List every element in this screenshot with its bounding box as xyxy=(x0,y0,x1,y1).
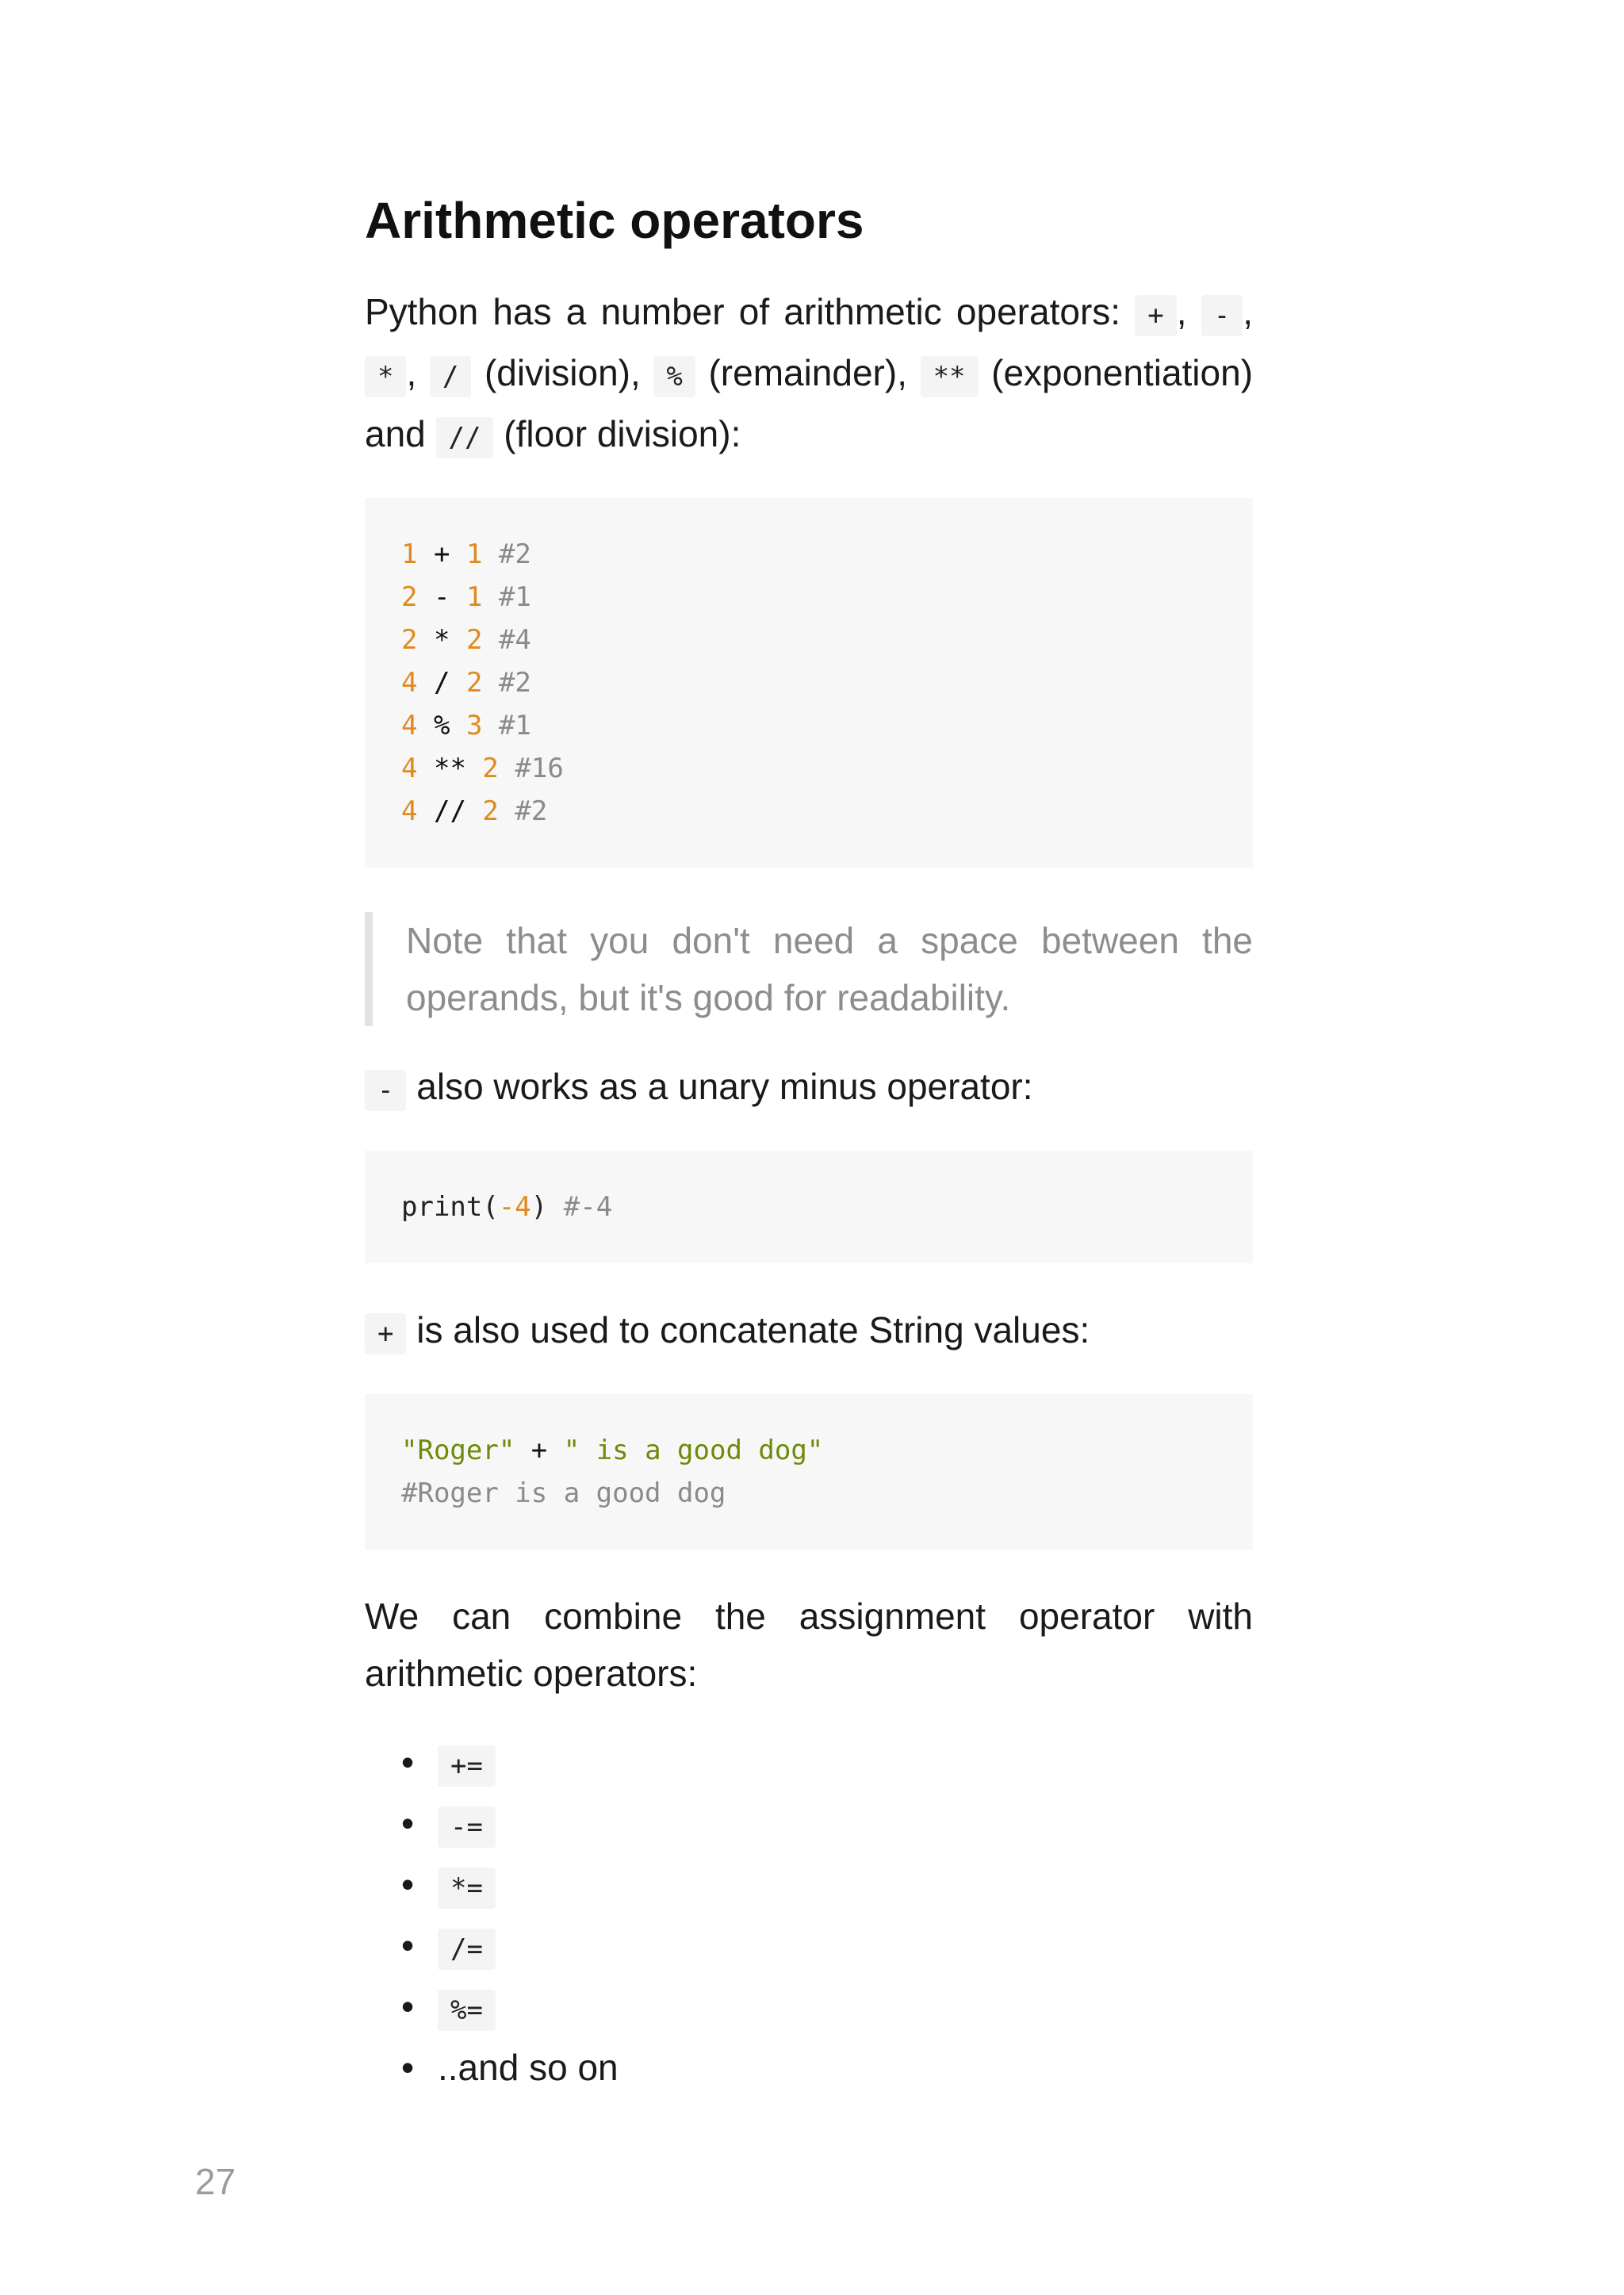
note-blockquote: Note that you don't need a space between the operands, but it's good for readability. xyxy=(365,912,1253,1026)
list-item: • *= xyxy=(365,1856,1253,1917)
list-item: • %= xyxy=(365,1978,1253,2039)
section-heading: Arithmetic operators xyxy=(365,192,864,249)
code-line: 2 * 2 #4 xyxy=(401,623,531,656)
page-number: 27 xyxy=(195,2161,236,2202)
code-line: 4 ** 2 #16 xyxy=(401,752,564,784)
code-line: 4 / 2 #2 xyxy=(401,666,531,699)
code-modulo: % xyxy=(653,356,695,397)
code-floor-div: // xyxy=(436,417,494,458)
code-line: 1 + 1 #2 xyxy=(401,538,531,570)
concat-paragraph: + is also used to concatenate String values: xyxy=(365,1301,1253,1362)
code-block-concat: "Roger" + " is a good dog" #Roger is a good dog xyxy=(365,1394,1253,1550)
code-block-print: print(-4) #-4 xyxy=(365,1151,1253,1263)
intro-paragraph: Python has a number of arithmetic operators: + , - , * , / (division), % (remainder), ** (exponentiation) and // (floor division): xyxy=(365,283,1253,466)
code-plus: + xyxy=(1135,295,1176,336)
list-item: • += xyxy=(365,1734,1253,1795)
code-block-arithmetic xyxy=(365,498,1253,868)
code-line: 4 // 2 #2 xyxy=(401,795,548,827)
code-line: 2 - 1 #1 xyxy=(401,580,531,613)
combine-paragraph: We can combine the assignment operator with arithmetic operators: xyxy=(365,1595,1253,1694)
page-content xyxy=(365,190,1253,2096)
code-line: 4 % 3 #1 xyxy=(401,709,531,741)
code-unary-minus: - xyxy=(365,1070,406,1111)
list-item: • -= xyxy=(365,1795,1253,1856)
code-multiply: * xyxy=(365,356,406,397)
unary-paragraph: - also works as a unary minus operator: xyxy=(365,1058,1253,1119)
compound-operator-list xyxy=(365,1734,1253,2096)
code-concat-plus: + xyxy=(365,1313,406,1354)
code-divide: / xyxy=(430,356,471,397)
list-item: • /= xyxy=(365,1917,1253,1978)
code-minus: - xyxy=(1201,295,1243,336)
code-power: ** xyxy=(921,356,979,397)
list-item: • ..and so on xyxy=(401,2046,619,2088)
